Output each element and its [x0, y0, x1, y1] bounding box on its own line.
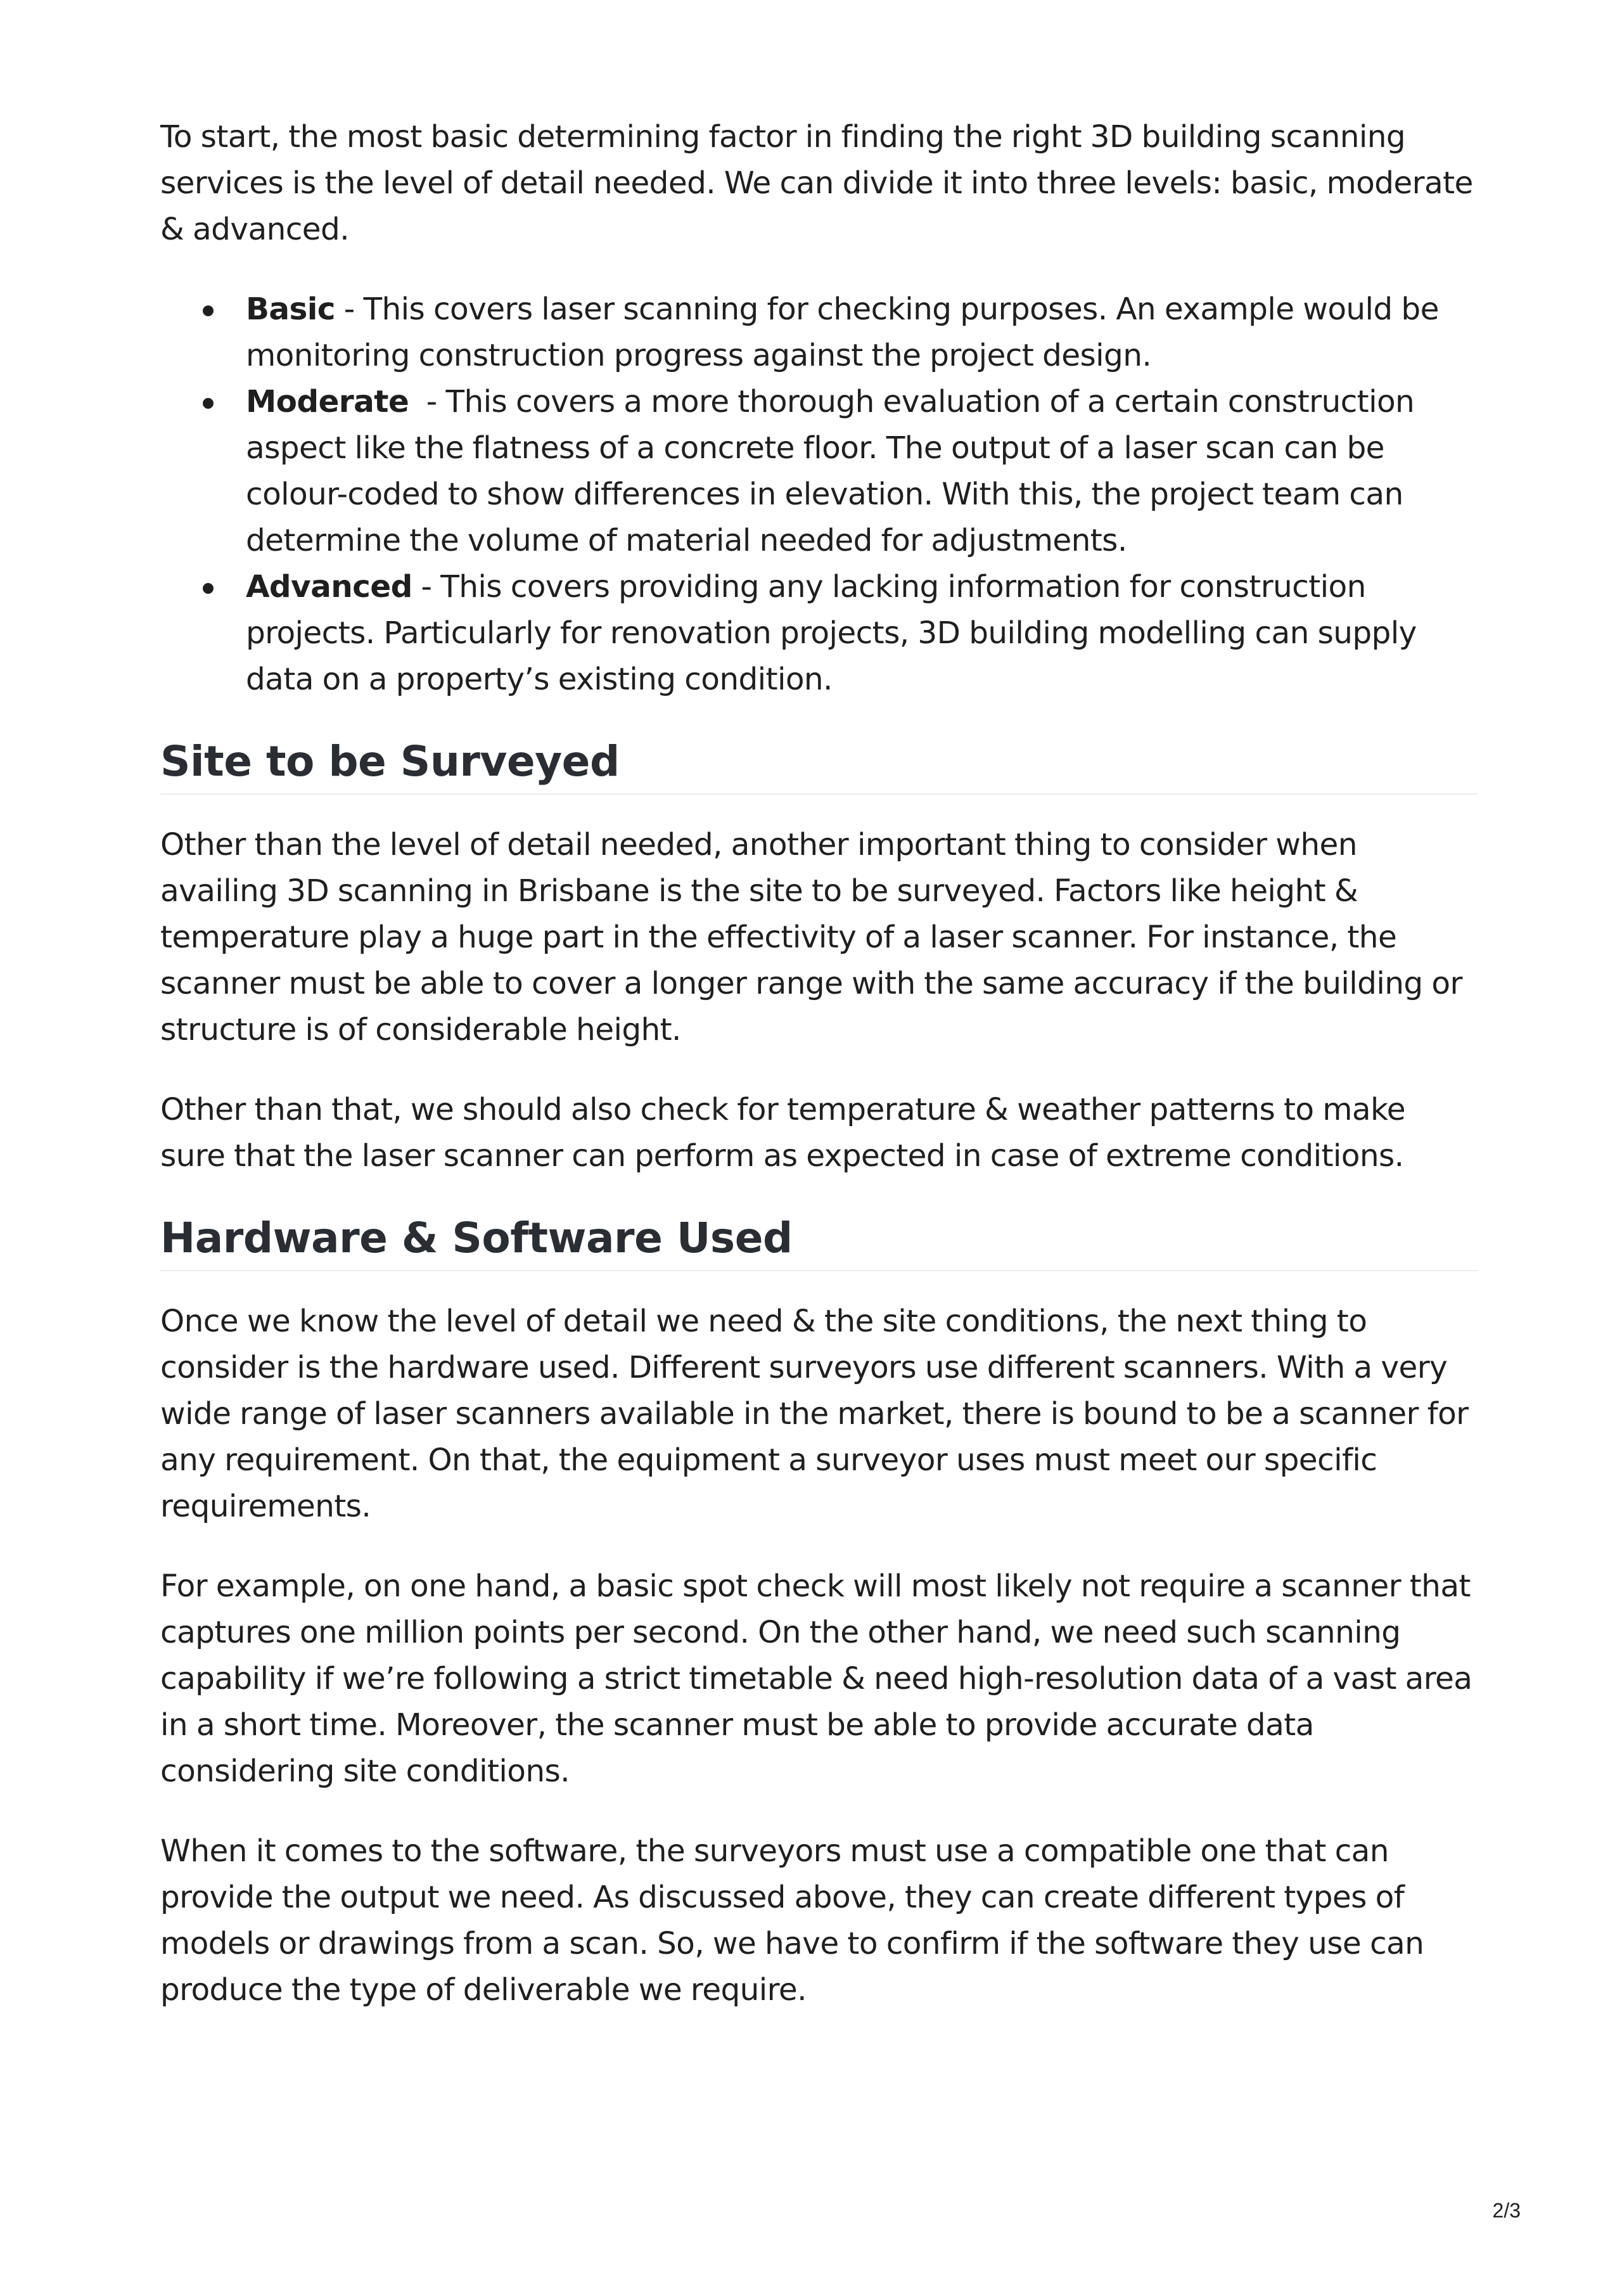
document-page: [160, 114, 1478, 2047]
page-number: 2/3: [1492, 2199, 1521, 2222]
hardware-paragraph-2: For example, on one hand, a basic spot check will most likely not require a scanner that captures one million points per second. On the other hand, we need such scanning capability if we’re following a strict timetable & need high-resolution data of a vast area in a short time. Moreover, the scanner must be able to provide accurate data considering site conditions.: [160, 1568, 1472, 1789]
bullet-icon: [203, 305, 214, 316]
intro-paragraph: To start, the most basic determining factor in finding the right 3D building scanning services is the level of detail needed. We can divide it into three levels: basic, moderate & advanced.: [160, 119, 1473, 247]
hardware-paragraph-1: Once we know the level of detail we need & the site conditions, the next thing to consider is the hardware used. Different surveyors use different scanners. With a very wide range of laser scanners available in the market, there is bound to be a scanner for any requirement. On that, the equipment a surveyor uses must meet our specific requirements.: [160, 1304, 1469, 1524]
site-paragraph-1: Other than the level of detail needed, another important thing to consider when availing 3D scanning in Brisbane is the site to be surveyed. Factors like height & temperature play a huge part in the effectivity of a laser scanner. For instance, the scanner must be able to cover a longer range with the same accuracy if the building or structure is of considerable height.: [160, 827, 1462, 1048]
detail-levels-list: [160, 286, 1478, 703]
bullet-icon: [203, 398, 214, 409]
list-item-text: - This covers a more thorough evaluation of a certain construction aspect like the flatness of a concrete floor. The output of a laser scan can be colour-coded to show differences in elevation. With this, the project team can determine the volume of material needed for adjustments.: [246, 384, 1424, 558]
list-item-basic: [246, 286, 1478, 379]
list-item-advanced: [246, 564, 1478, 703]
list-item-text: - This covers providing any lacking information for construction projects. Particularly for renovation projects, 3D building modelling can supply data on a property’s existing condition.: [246, 569, 1417, 697]
list-item-moderate: [246, 379, 1478, 564]
hardware-section-heading: Hardware & Software Used: [160, 1213, 1478, 1271]
site-section-heading: Site to be Surveyed: [160, 736, 1478, 795]
list-item-term: Moderate: [246, 384, 409, 420]
list-item-text: - This covers laser scanning for checking purposes. An example would be monitoring construction progress against the project design.: [246, 292, 1439, 373]
site-paragraph-2: Other than that, we should also check for temperature & weather patterns to make sure that the laser scanner can perform as expected in case of extreme conditions.: [160, 1092, 1406, 1174]
list-item-term: Basic: [246, 292, 335, 327]
list-item-term: Advanced: [246, 569, 412, 605]
hardware-paragraph-3: When it comes to the software, the surveyors must use a compatible one that can provide the output we need. As discussed above, they can create different types of models or drawings from a scan. So, we have to confirm if the software they use can produce the type of deliverable we require.: [160, 1833, 1424, 2008]
bullet-icon: [203, 583, 214, 594]
